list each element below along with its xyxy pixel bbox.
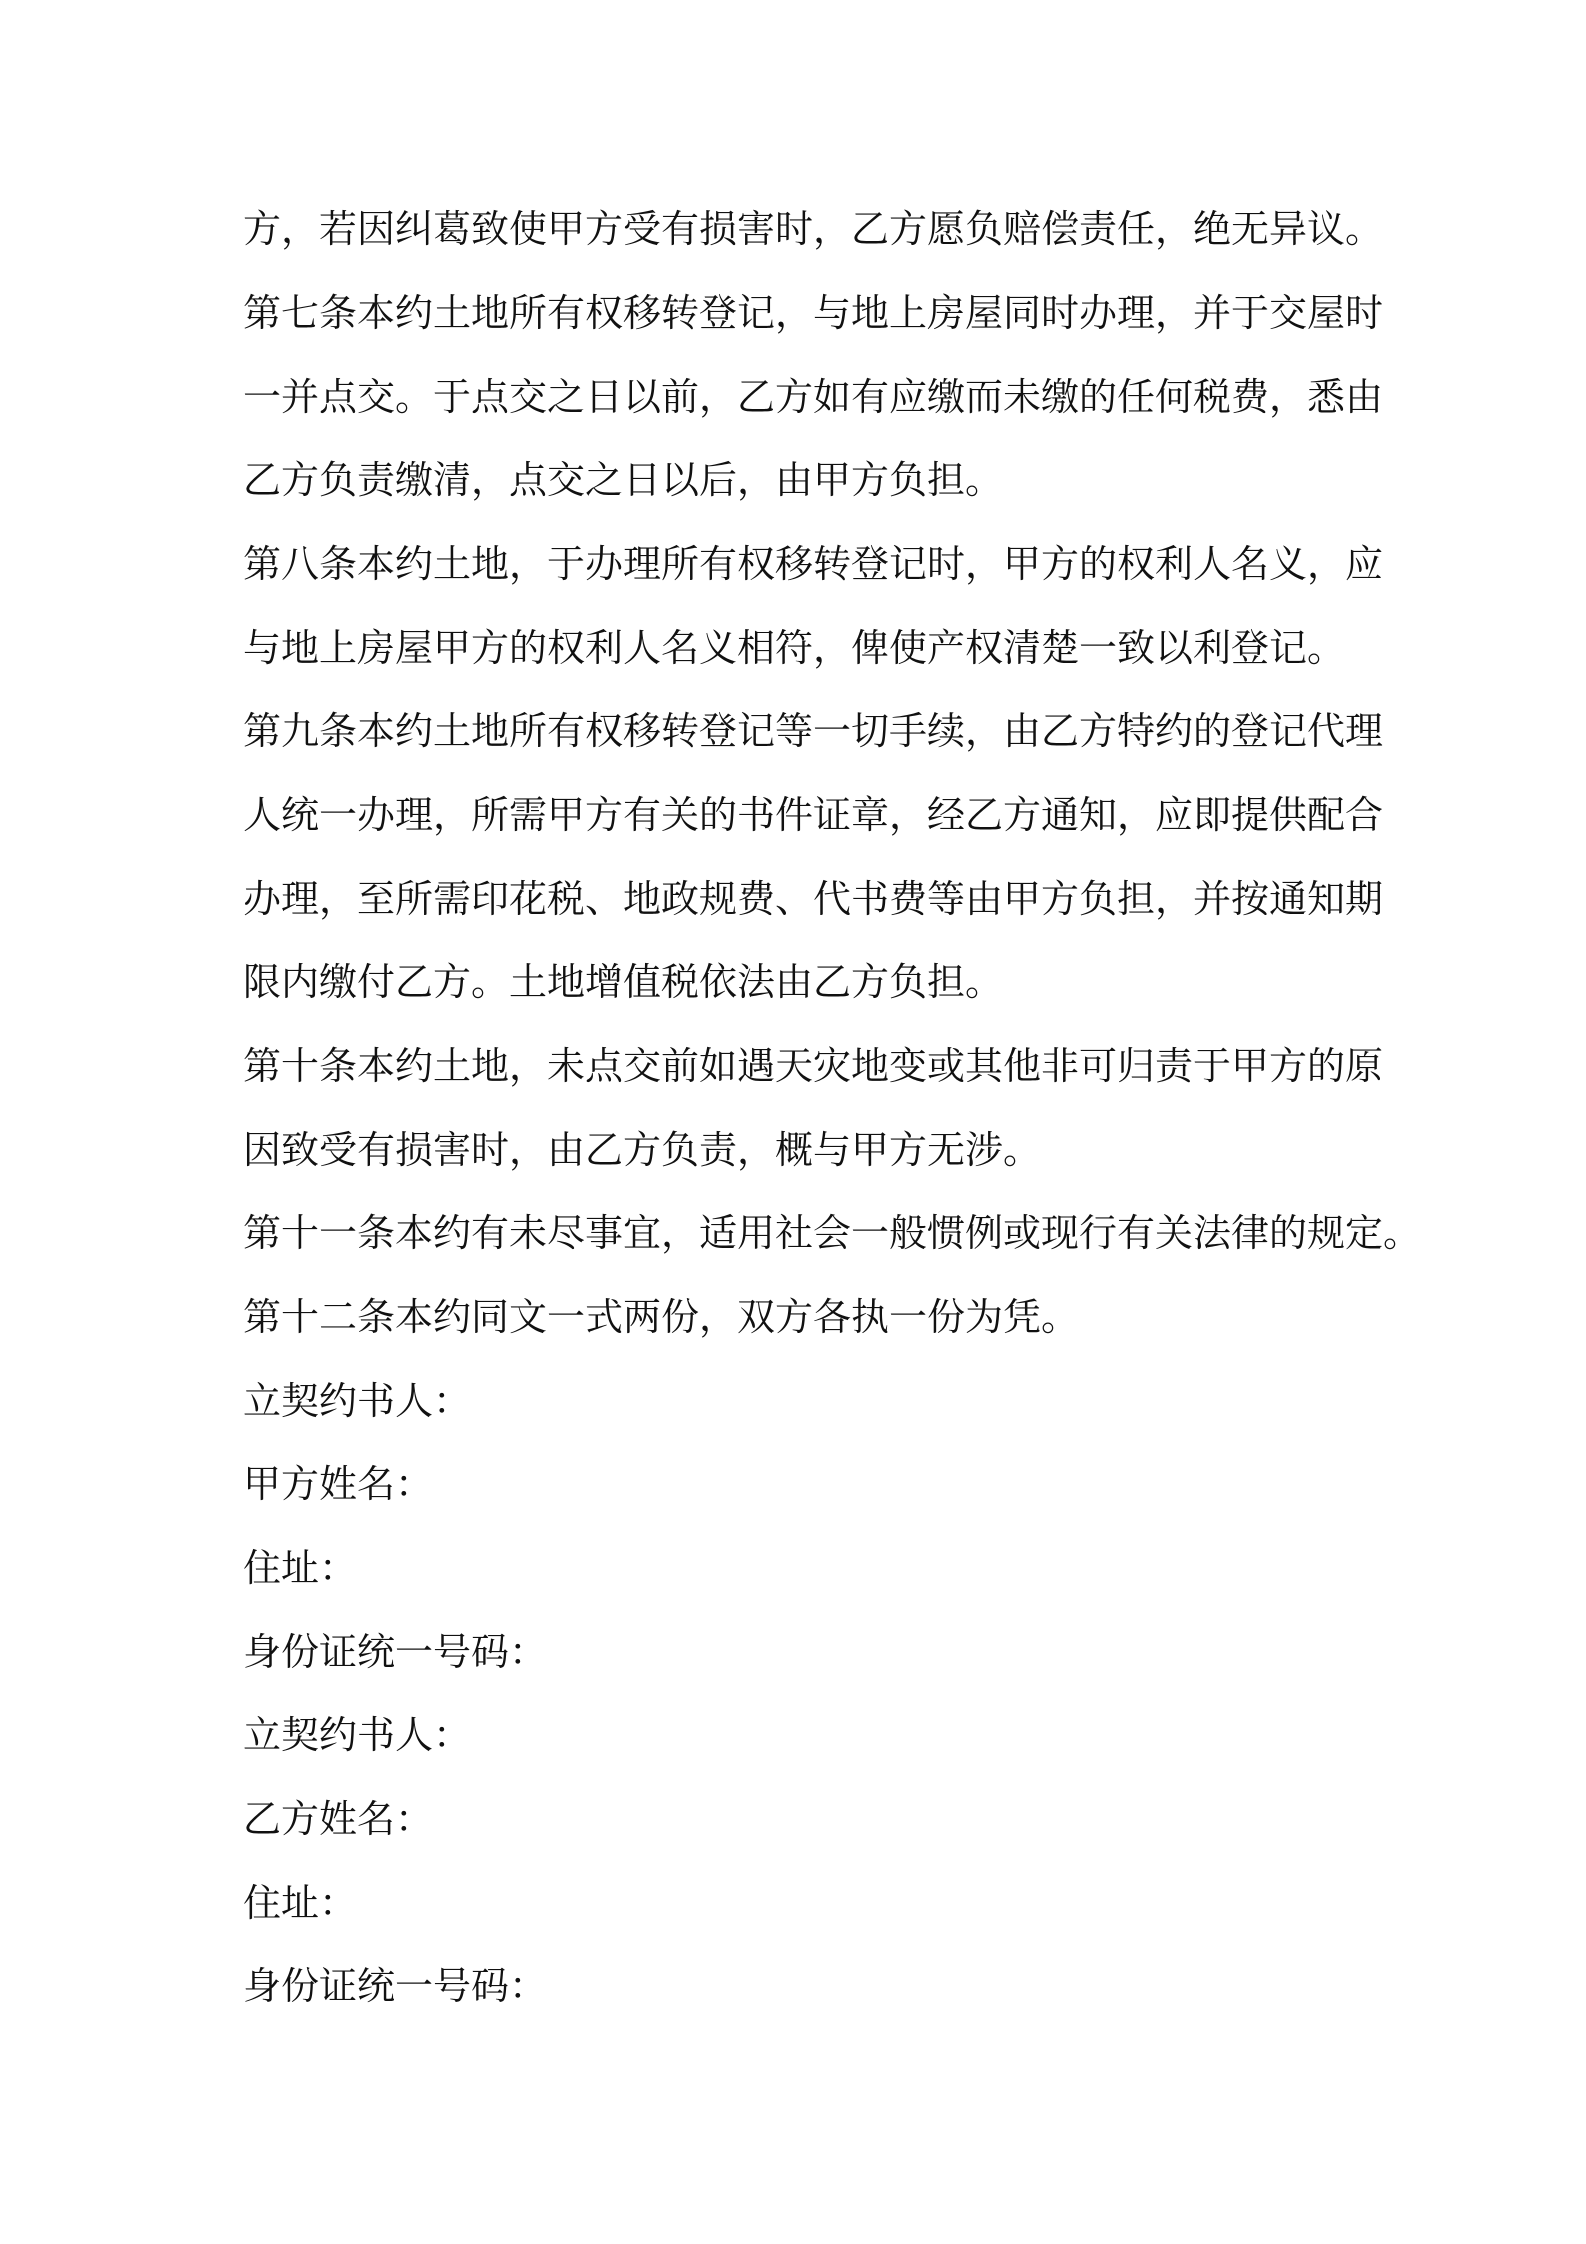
party-b-id-label: 身份证统一号码： xyxy=(243,1964,548,2008)
text-line-13: 第十一条本约有未尽事宜，适用社会一般惯例或现行有关法律的规定。 xyxy=(243,1211,1422,1255)
text-line-4: 乙方负责缴清，点交之日以后，由甲方负担。 xyxy=(243,458,1004,502)
text-line-8: 人统一办理，所需甲方有关的书件证章，经乙方通知，应即提供配合 xyxy=(243,793,1384,837)
text-line-9: 办理，至所需印花税、地政规费、代书费等由甲方负担，并按通知期 xyxy=(243,877,1384,921)
text-line-6: 与地上房屋甲方的权利人名义相符，俾使产权清楚一致以利登记。 xyxy=(243,626,1346,670)
text-line-10: 限内缴付乙方。土地增值税依法由乙方负担。 xyxy=(243,960,1004,1004)
party-b-address-label: 住址： xyxy=(243,1881,358,1925)
text-line-12: 因致受有损害时，由乙方负责，概与甲方无涉。 xyxy=(243,1128,1042,1172)
text-line-1: 方，若因纠葛致使甲方受有损害时，乙方愿负赔偿责任，绝无异议。 xyxy=(243,207,1384,251)
text-line-14: 第十二条本约同文一式两份，双方各执一份为凭。 xyxy=(243,1295,1080,1339)
text-line-7: 第九条本约土地所有权移转登记等一切手续，由乙方特约的登记代理 xyxy=(243,709,1384,753)
party-a-id-label: 身份证统一号码： xyxy=(243,1630,548,1674)
signer-label-1: 立契约书人： xyxy=(243,1379,472,1423)
text-line-11: 第十条本约土地，未点交前如遇天灾地变或其他非可归责于甲方的原 xyxy=(243,1044,1384,1088)
party-a-address-label: 住址： xyxy=(243,1546,358,1590)
text-line-5: 第八条本约土地，于办理所有权移转登记时，甲方的权利人名义，应 xyxy=(243,542,1384,586)
signer-label-2: 立契约书人： xyxy=(243,1713,472,1757)
party-b-name-label: 乙方姓名： xyxy=(243,1797,434,1841)
text-line-3: 一并点交。于点交之日以前，乙方如有应缴而未缴的任何税费，悉由 xyxy=(243,375,1384,419)
text-line-2: 第七条本约土地所有权移转登记，与地上房屋同时办理，并于交屋时 xyxy=(243,291,1384,335)
party-a-name-label: 甲方姓名： xyxy=(243,1462,434,1506)
